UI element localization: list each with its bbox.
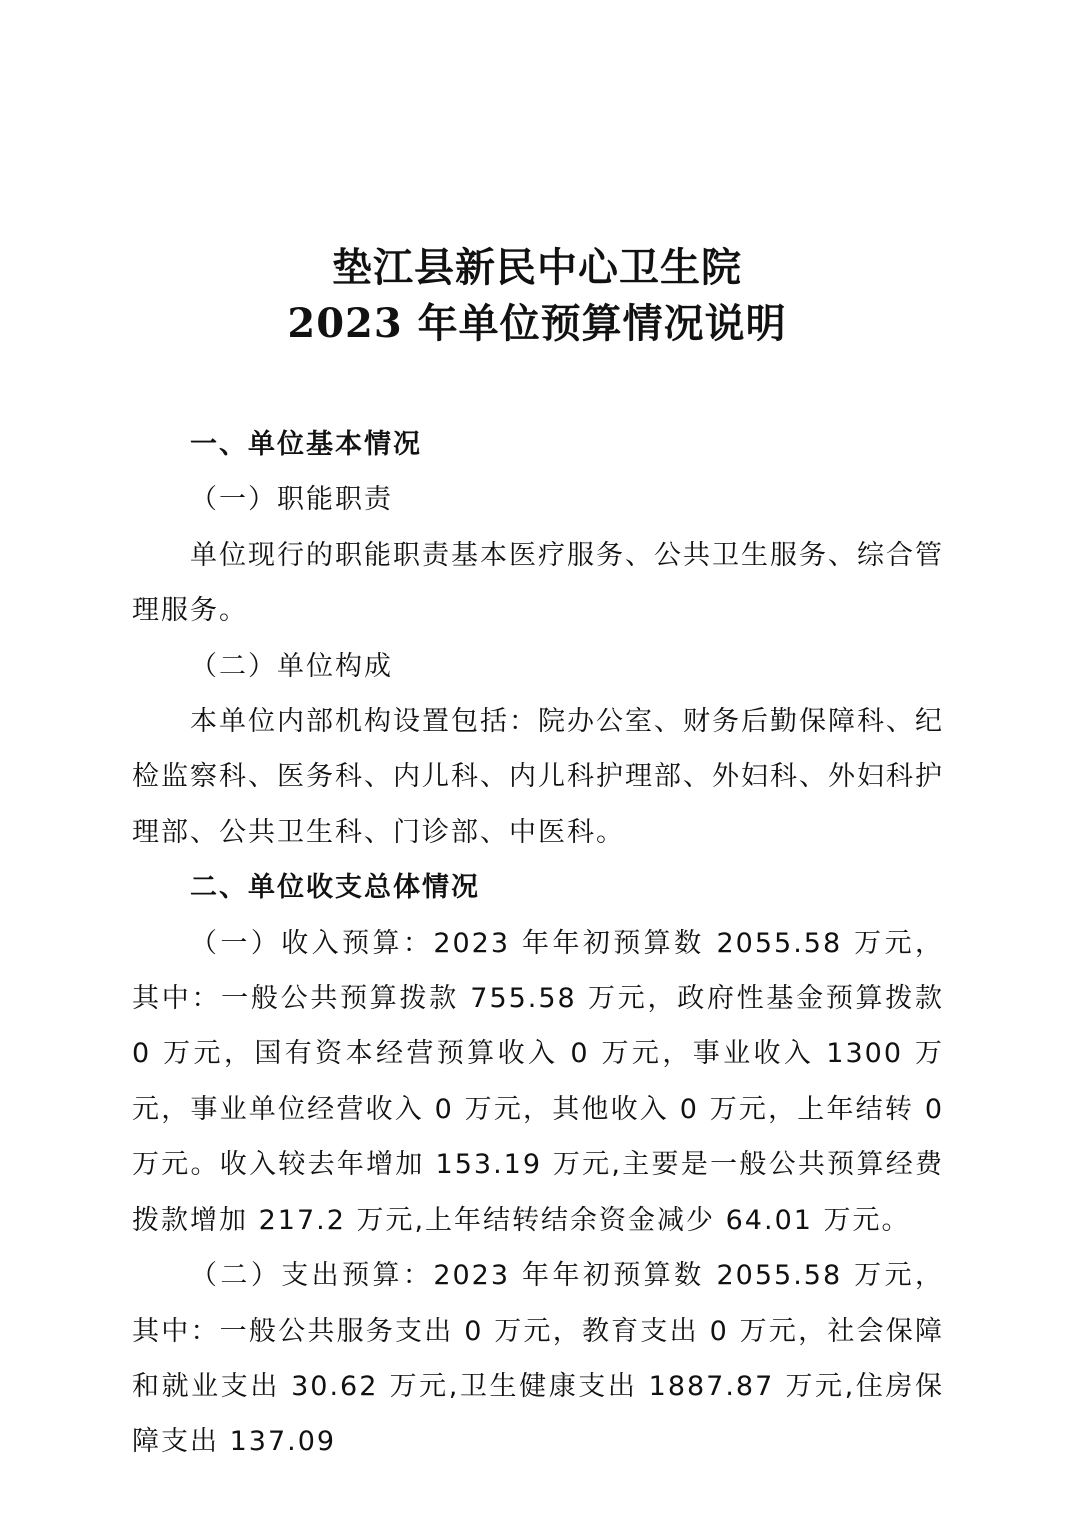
document-title-line-1: 垫江县新民中心卫生院 [332, 244, 742, 291]
subheading-duties: （一）职能职责 [190, 484, 393, 516]
subheading-composition: （二）单位构成 [190, 650, 393, 682]
section-heading-revenue-expenditure: 二、单位收支总体情况 [190, 872, 480, 904]
paragraph-revenue-budget: （一）收入预算：2023 年年初预算数 2055.58 万元，其中：一般公共预算拨款 755.58 万元，政府性基金预算拨款 0 万元，国有资本经营预算收入 0 万元，事业收入 1300 万元，事业单位经营收入 0 万元，其他收入 0 万元，上年结转 0 万元。收入较去年增加 153.19 万元,主要是一般公共预算经费拨款增加 217.2 万元,上年结转结余资金减少 64.01 万元。 [132, 927, 944, 1236]
paragraph-composition: 本单位内部机构设置包括：院办公室、财务后勤保障科、纪检监察科、医务科、内儿科、内儿科护理部、外妇科、外妇科护理部、公共卫生科、门诊部、中医科。 [132, 706, 944, 848]
paragraph-duties: 单位现行的职能职责基本医疗服务、公共卫生服务、综合管理服务。 [132, 539, 944, 627]
document-body [132, 417, 944, 1470]
paragraph-expenditure-budget: （二）支出预算：2023 年年初预算数 2055.58 万元，其中：一般公共服务支出 0 万元，教育支出 0 万元，社会保障和就业支出 30.62 万元,卫生健康支出 1887.87 万元,住房保障支出 137.09 [132, 1260, 944, 1458]
document-title-line-2: 2023 年单位预算情况说明 [287, 300, 787, 347]
section-heading-basic-info: 一、单位基本情况 [190, 429, 422, 460]
